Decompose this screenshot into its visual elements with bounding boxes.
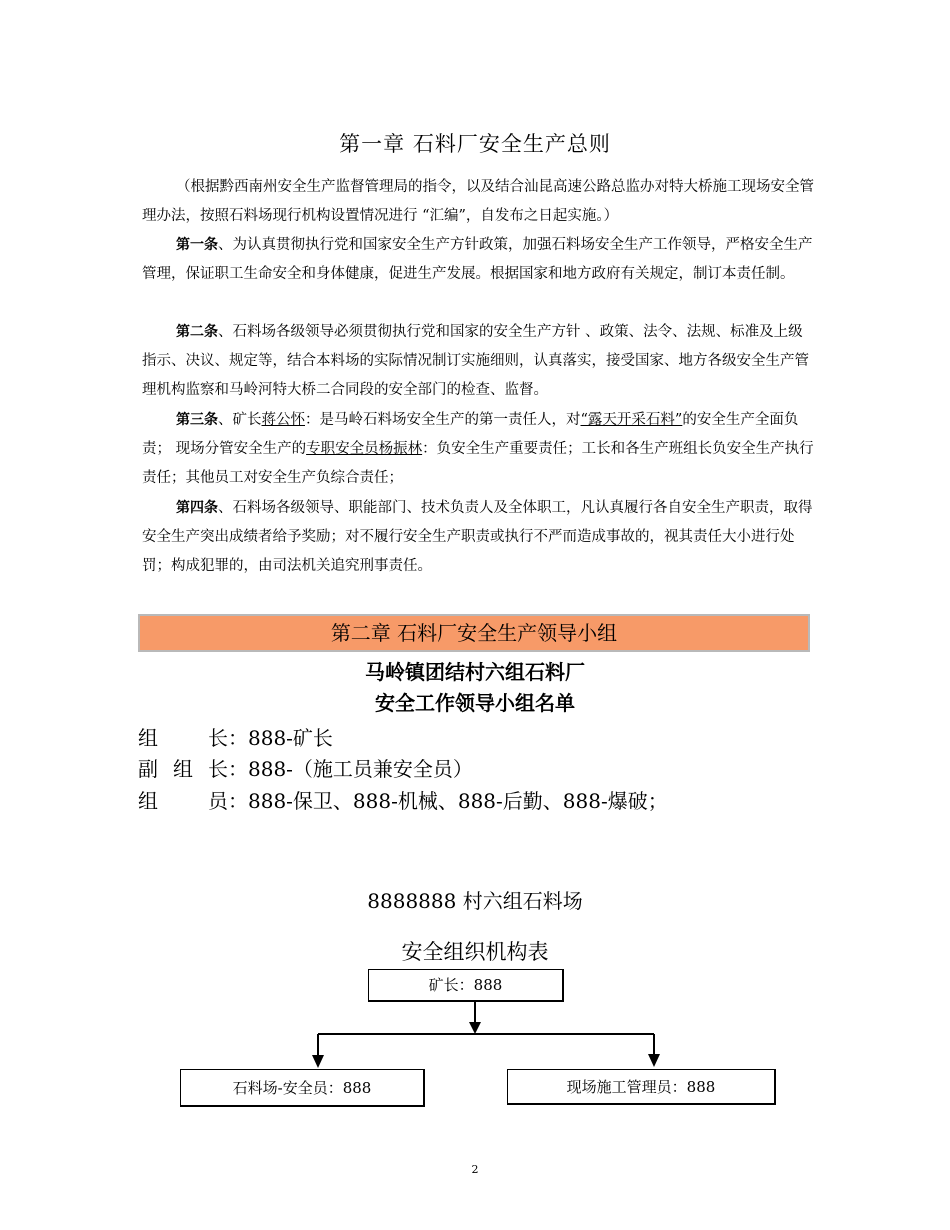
- article-4-text: 、石料场各级领导、职能部门、技术负责人及全体职工，凡认真履行各自安全生产职责，取得安全生产突出成绩者给予奖励；对不履行安全生产职责或执行不严而造成事故的，视其责任大小进行处罚；构成犯罪的，由司法机关追究刑事责任。: [142, 500, 813, 574]
- member-value: ：888-（施工员兼安全员）: [228, 757, 473, 781]
- member-value: ：888-保卫、888-机械、888-后勤、888-爆破；: [228, 789, 668, 813]
- arrow-down-icon: [469, 1022, 481, 1034]
- member-value: ：888-矿长: [228, 726, 333, 750]
- chapter2-title-bar: 第二章 石料厂安全生产领导小组: [138, 614, 810, 652]
- article-2-text: 、石料场各级领导必须贯彻执行党和国家的安全生产方针 、政策、法令、法规、标准及上级指示、决议、规定等，结合本料场的实际情况制订实施细则，认真落实，接受国家、地方各级安全生产管理机构监察和马岭河特大桥二合同段的安全部门的检查、监督。: [142, 324, 809, 398]
- member-label: 组员: [138, 789, 228, 813]
- article-3-text-1: 、矿长: [218, 412, 262, 428]
- article-1-text: 、为认真贯彻执行党和国家安全生产方针政策，加强石料场安全生产工作领导，严格安全生产管理，保证职工生命安全和身体健康，促进生产发展。根据国家和地方政府有关规定，制订本责任制。: [142, 237, 813, 282]
- article-3-name-1: 蒋公怀: [261, 412, 305, 428]
- leadership-heading-line-2: 安全工作领导小组名单: [375, 691, 575, 715]
- chapter1-intro: （根据黔西南州安全生产监督管理局的指令，以及结合汕昆高速公路总监办对特大桥施工现场安全管理办法，按照石料场现行机构设置情况进行 “汇编”，自发布之日起实施。）: [142, 179, 814, 224]
- article-3-text-3: 的安全生产全面负责； 现场分管安全生产的: [142, 412, 799, 457]
- page-number: 2: [471, 1163, 479, 1176]
- article-2-lead: 第二条: [176, 324, 218, 340]
- org-box-mine-head: 矿长：888: [368, 969, 564, 1002]
- chapter1-title: 第一章 石料厂安全生产总则: [339, 132, 611, 156]
- article-3-text-2: ：是马岭石料场安全生产的第一责任人，对: [305, 412, 581, 428]
- arrow-down-icon: [648, 1054, 660, 1067]
- org-box-safety-officer: 石料场-安全员：888: [180, 1069, 425, 1107]
- article-4-lead: 第四条: [176, 500, 218, 516]
- article-3-quote: “露天开采石料”: [580, 412, 683, 428]
- article-3-text-4: ：负安全生产重要责任；工长和各生产班组长负安全生产执行责任；其他员工对安全生产负综合责任；: [142, 441, 814, 486]
- arrow-down-icon: [312, 1055, 324, 1068]
- member-label: 组长: [138, 726, 228, 750]
- article-3-lead: 第三条: [176, 412, 218, 428]
- org-chart-title-line-1: 8888888 村六组石料场: [367, 889, 583, 913]
- member-label: 副组长: [138, 757, 228, 781]
- leadership-heading-line-1: 马岭镇团结村六组石料厂: [365, 660, 585, 684]
- article-3-name-2: 专职安全员杨振林: [306, 441, 423, 457]
- org-chart-title-line-2: 安全组织机构表: [401, 940, 549, 964]
- org-box-site-manager: 现场施工管理员：888: [507, 1069, 776, 1105]
- article-1-lead: 第一条: [176, 237, 218, 253]
